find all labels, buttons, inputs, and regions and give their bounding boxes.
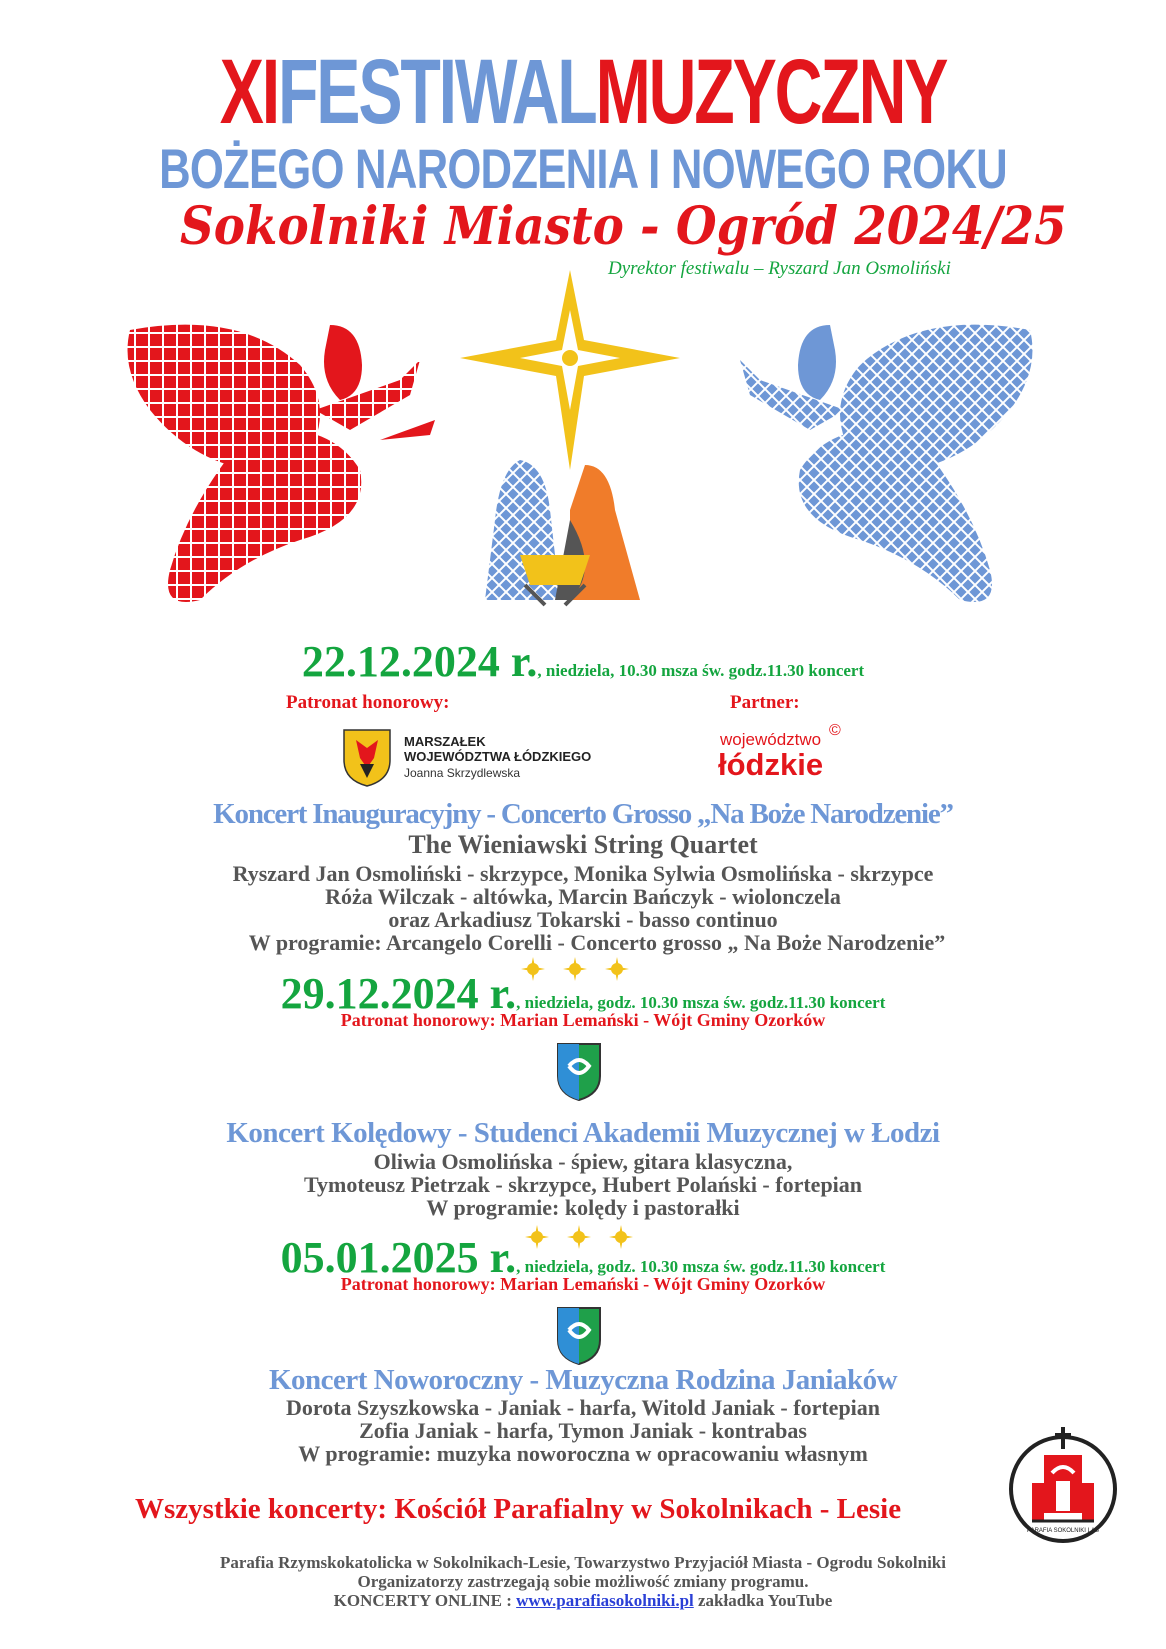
concert3-patron: Patronat honorowy: Marian Lemański - Wójt Gminy Ozorków (340, 1274, 826, 1294)
concert3-program: W programie: muzyka noworoczna w opracowaniu własnym (298, 1441, 868, 1466)
parish-website-link[interactable]: www.parafiasokolniki.pl (516, 1591, 694, 1610)
concert2-patron: Patronat honorowy: Marian Lemański - Wójt Gminy Ozorków (340, 1010, 826, 1030)
footer-online-line (0, 1591, 1166, 1610)
red-angel-icon (128, 325, 436, 602)
wl-logo-top: województwo (720, 730, 822, 749)
wl-logo-big: łódzkie (718, 747, 824, 782)
concert1-program: W programie: Arcangelo Corelli - Concerto grosso „ Na Boże Narodzenie” (248, 930, 946, 955)
parish-logo-text: PARAFIA SOKOLNIKI LAS (1027, 1528, 1099, 1534)
marshal-logo (342, 728, 622, 788)
concert3-line1: Dorota Szyszkowska - Janiak - harfa, Witold Janiak - fortepian (285, 1395, 881, 1420)
blue-angel-icon (740, 325, 1033, 602)
concert1-line1: Ryszard Jan Osmoliński - skrzypce, Monika Sylwia Osmolińska - skrzypce (232, 861, 934, 886)
nativity-illustration (100, 270, 1060, 640)
ozorkow-coat-of-arms-icon (554, 1304, 604, 1366)
concert2-program: W programie: kolędy i pastorałki (426, 1195, 740, 1220)
festival-subtitle: BOŻEGO NARODZENIA I NOWEGO ROKU (159, 137, 1007, 200)
footer-line2: Organizatorzy zastrzegają sobie możliwość zmiany programu. (357, 1572, 809, 1591)
concert2-title: Koncert Kolędowy - Studenci Akademii Muzycznej w Łodzi (226, 1117, 940, 1149)
concert1-details: , niedziela, 10.30 msza św. godz.11.30 koncert (537, 661, 865, 680)
concert2-date: 29.12.2024 r. (280, 969, 517, 1018)
marshal-logo-line1: MARSZAŁEK (404, 734, 486, 749)
concert3-title: Koncert Noworoczny - Muzyczna Rodzina Janiaków (268, 1364, 898, 1396)
concert1-line2: Róża Wilczak - altówka, Marcin Bańczyk - wiolonczela (325, 884, 841, 909)
star-of-bethlehem-icon (460, 270, 680, 470)
marshal-logo-line2: WOJEWÓDZTWA ŁÓDZKIEGO (404, 749, 592, 764)
concert1-date-line (0, 636, 1166, 687)
concert2-details: , niedziela, godz. 10.30 msza św. godz.11.30 koncert (516, 993, 886, 1012)
concert1-date: 22.12.2024 r. (301, 637, 538, 686)
footer-online-suffix: zakładka YouTube (698, 1591, 833, 1610)
festival-title (163, 41, 1003, 143)
title-festiwal: FESTIWAL (278, 41, 596, 143)
footer-line1: Parafia Rzymskokatolicka w Sokolnikach-Lesie, Towarzystwo Przyjaciół Miasta - Ogrodu Sokolniki (220, 1553, 946, 1572)
concert3-line2: Zofia Janiak - harfa, Tymon Janiak - kontrabas (359, 1418, 807, 1443)
wl-logo-mark: © (829, 722, 841, 739)
lodzkie-coat-of-arms-icon (342, 728, 392, 788)
concert2-line2: Tymoteusz Pietrzak - skrzypce, Hubert Polański - fortepian (303, 1172, 863, 1197)
title-muzyczny: MUZYCZNY (595, 41, 947, 143)
festival-director: Dyrektor festiwalu – Ryszard Jan Osmoliński (608, 258, 951, 279)
title-xi: XI (219, 41, 279, 143)
concert1-patron-label: Patronat honorowy: (286, 692, 450, 713)
ozorkow-coat-of-arms-icon (554, 1040, 604, 1102)
wojewodztwo-lodzkie-logo (718, 722, 848, 782)
concert3-details: , niedziela, godz. 10.30 msza św. godz.11.30 koncert (516, 1257, 886, 1276)
festival-place: Sokolniki Miasto - Ogród 2024/25 (180, 196, 1067, 257)
venue-line: Wszystkie koncerty: Kościół Parafialny w Sokolnikach - Lesie (135, 1493, 902, 1525)
concert2-line1: Oliwia Osmolińska - śpiew, gitara klasyczna, (373, 1149, 793, 1174)
parish-logo-icon (1004, 1425, 1122, 1545)
concert1-title: Koncert Inauguracyjny - Concerto Grosso „Na Boże Narodzenie” (213, 798, 953, 830)
holy-family-icon (485, 460, 640, 605)
marshal-logo-name: Joanna Skrzydlewska (404, 766, 521, 780)
concert1-ensemble: The Wieniawski String Quartet (408, 830, 758, 859)
concert3-date: 05.01.2025 r. (280, 1233, 517, 1282)
footer-online-label: KONCERTY ONLINE : (333, 1591, 512, 1610)
concert1-line3: oraz Arkadiusz Tokarski - basso continuo (388, 907, 778, 932)
concert1-partner-label: Partner: (730, 692, 800, 713)
